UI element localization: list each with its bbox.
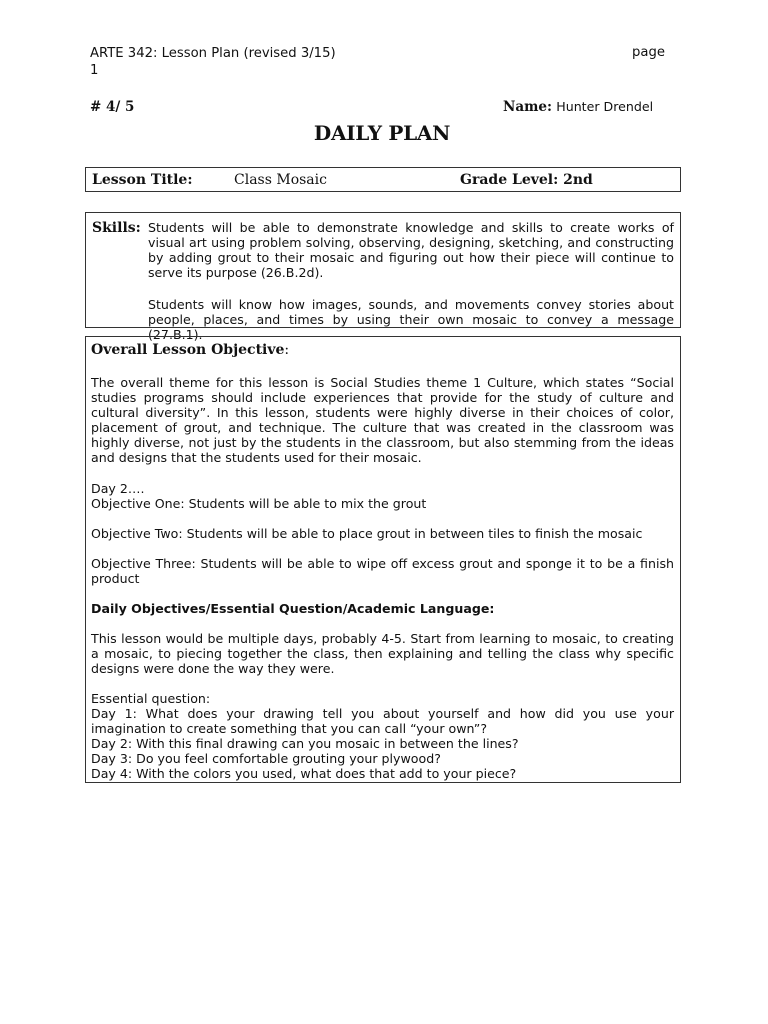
objective-two: Objective Two: Students will be able to place grout in between tiles to finish the mosaic [91,526,643,541]
objective-section [85,336,681,783]
skills-label: Skills: [92,220,141,236]
objective-three: Objective Three: Students will be able to wipe off excess grout and sponge it to be a finish product [91,556,674,586]
objective-intro: The overall theme for this lesson is Social Studies theme 1 Culture, which states “Social studies programs should include experiences that provide for the study of culture and cultural diversity”. In this lesson, students were highly diverse in their choices of color, placement of grout, and technique. The culture that was created in the classroom was highly diverse, not just by the students in the classroom, but also stemming from the ideas and designs that the students used for their mosaic. [91,375,674,465]
objective-heading-line [91,342,674,358]
objective-heading: Overall Lesson Objective [91,342,285,358]
daily-objectives-heading: Daily Objectives/Essential Question/Academic Language: [91,601,495,616]
skills-section [85,212,681,342]
essential-question-day-1: Day 1: What does your drawing tell you about yourself and how did you use your imagination to create something that you can call “your own”? [91,706,674,736]
essential-question-day-3: Day 3: Do you feel comfortable grouting your plywood? [91,751,441,766]
lesson-title-row [85,167,681,192]
essential-question-day-4: Day 4: With the colors you used, what does that add to your piece? [91,766,517,781]
name-value: Hunter Drendel [556,99,654,114]
course-header: ARTE 342: Lesson Plan (revised 3/15) [90,46,336,61]
lesson-title-label: Lesson Title: [92,172,193,188]
page-number: 1 [90,63,99,78]
essential-question-day-2: Day 2: With this final drawing can you mosaic in between the lines? [91,736,519,751]
objective-heading-colon: : [284,342,290,358]
daily-objectives-text: This lesson would be multiple days, probably 4-5. Start from learning to mosaic, to creating a mosaic, to piecing together the class, then explaining and telling the class why specific designs were done the way they were. [91,631,674,676]
page-label: page [632,45,665,60]
essential-question-label: Essential question: [91,691,211,706]
lesson-title-value: Class Mosaic [234,172,327,188]
page-title: DAILY PLAN [313,121,451,145]
skills-paragraph-2: Students will know how images, sounds, and movements convey stories about people, places, and times by using their own mosaic to convey a message (27.B.1). [148,297,674,342]
objective-one: Objective One: Students will be able to mix the grout [91,496,427,511]
name-line [503,99,653,115]
day-label: Day 2…. [91,481,145,496]
lesson-number: # 4/ 5 [90,99,135,115]
grade-level: Grade Level: 2nd [460,172,593,188]
skills-paragraph-1: Students will be able to demonstrate knowledge and skills to create works of visual art using problem solving, observing, designing, sketching, and constructing by adding grout to their mosaic and figuring out how their piece will continue to serve its purpose (26.B.2d). [148,220,674,280]
name-label: Name: [503,99,552,115]
